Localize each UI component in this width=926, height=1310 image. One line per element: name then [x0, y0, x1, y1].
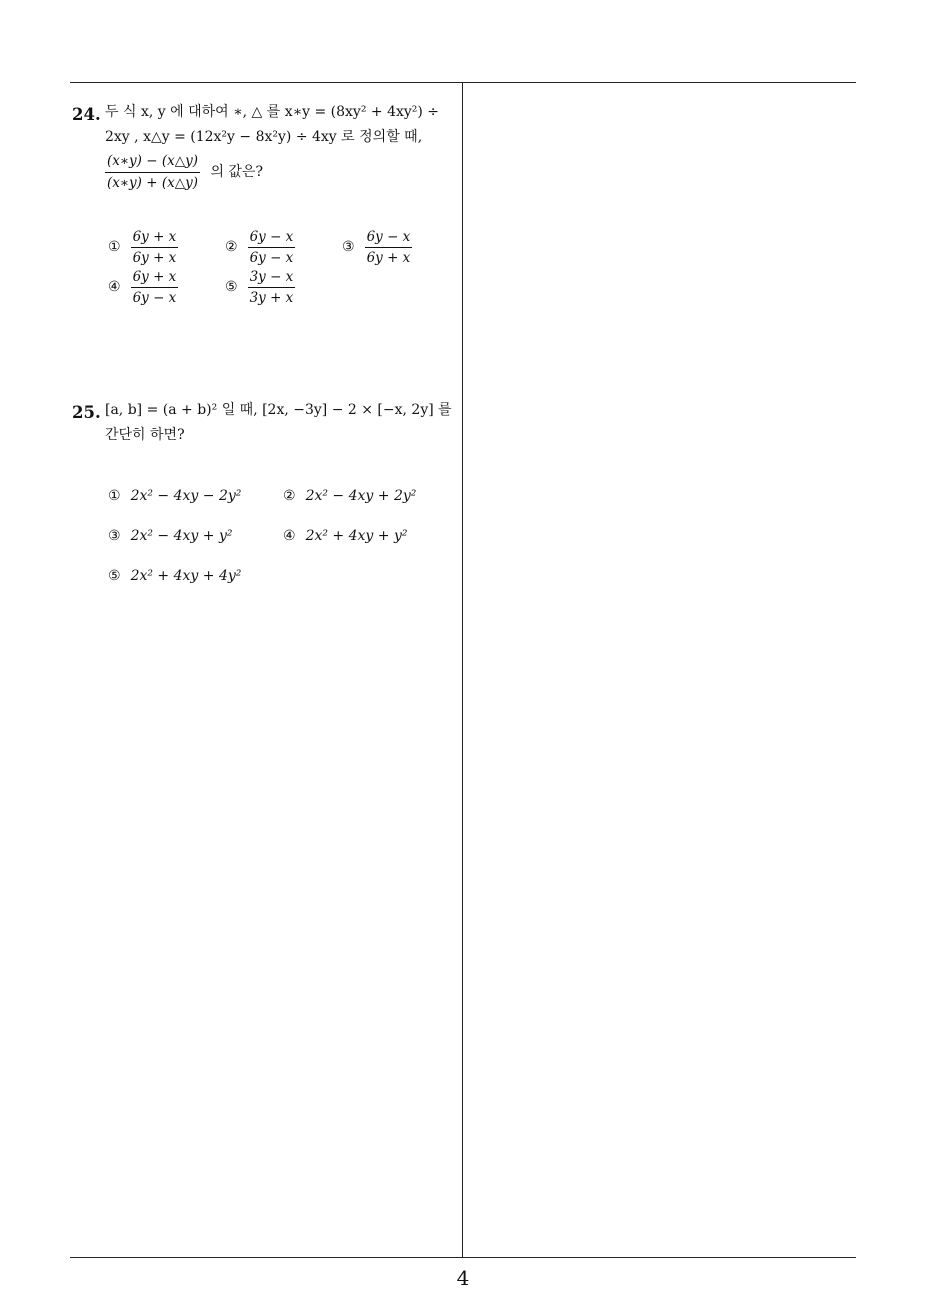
problem-25 — [72, 398, 456, 614]
choice-fraction — [365, 228, 413, 267]
choice-expression: 2x² + 4xy + 4y² — [130, 568, 242, 585]
stem-line: 간단히 하면? — [105, 427, 185, 444]
choice-expression: 2x² + 4xy + y² — [305, 528, 408, 545]
fraction-numerator: 6y + x — [131, 228, 179, 248]
choice-4[interactable] — [108, 268, 178, 307]
choice-mark: ⑤ — [225, 278, 238, 295]
page-number: 4 — [456, 1266, 470, 1290]
choice-5[interactable] — [108, 564, 241, 589]
question-fraction — [105, 152, 200, 191]
choice-mark: ④ — [108, 278, 121, 295]
answer-choices — [105, 228, 456, 308]
choice-fraction — [248, 268, 296, 307]
problem-number: 25. — [72, 403, 101, 422]
fraction-denominator: (x∗y) + (x△y) — [107, 174, 198, 191]
choice-mark: ② — [283, 488, 296, 505]
answer-choices — [105, 484, 456, 614]
problem-stem — [105, 100, 456, 308]
choice-expression: 2x² − 4xy + y² — [130, 528, 233, 545]
choice-fraction — [131, 228, 179, 267]
stem-line: 2xy , x△y = (12x²y − 8x²y) ÷ 4xy 로 정의할 때, — [105, 129, 423, 146]
question-suffix: 의 값은? — [210, 164, 263, 181]
column-divider — [462, 82, 463, 1258]
fraction-denominator: 6y − x — [132, 290, 177, 307]
footer-rule — [70, 1257, 856, 1258]
choice-mark: ③ — [108, 528, 121, 545]
choice-2[interactable] — [225, 228, 295, 267]
choice-mark: ① — [108, 488, 121, 505]
problem-24 — [72, 100, 456, 308]
problem-number: 24. — [72, 105, 101, 124]
stem-line: 두 식 x, y 에 대하여 ∗, △ 를 x∗y = (8xy² + 4xy²) ÷ — [105, 104, 440, 120]
fraction-numerator: 6y + x — [131, 268, 179, 288]
choice-mark: ② — [225, 238, 238, 255]
choice-2[interactable] — [283, 484, 416, 509]
problem-stem — [105, 398, 456, 614]
choice-fraction — [248, 228, 296, 267]
fraction-denominator: 6y + x — [132, 250, 177, 267]
fraction-denominator: 6y − x — [249, 250, 294, 267]
choice-1[interactable] — [108, 228, 178, 267]
choice-4[interactable] — [283, 524, 407, 549]
choice-expression: 2x² − 4xy + 2y² — [305, 488, 417, 505]
choice-expression: 2x² − 4xy − 2y² — [130, 488, 242, 505]
choice-fraction — [131, 268, 179, 307]
fraction-numerator: 3y − x — [248, 268, 296, 288]
choice-mark: ⑤ — [108, 568, 121, 585]
fraction-denominator: 6y + x — [366, 250, 411, 267]
fraction-denominator: 3y + x — [249, 290, 294, 307]
question-line — [105, 152, 456, 191]
fraction-numerator: (x∗y) − (x△y) — [105, 152, 200, 172]
fraction-numerator: 6y − x — [248, 228, 296, 248]
choice-1[interactable] — [108, 484, 241, 509]
choice-3[interactable] — [108, 524, 232, 549]
choice-mark: ④ — [283, 528, 296, 545]
stem-line: [a, b] = (a + b)² 일 때, [2x, −3y] − 2 × [−x, 2y] 를 — [105, 402, 452, 418]
header-rule — [70, 82, 856, 83]
choice-mark: ① — [108, 238, 121, 255]
choice-5[interactable] — [225, 268, 295, 307]
choice-3[interactable] — [342, 228, 412, 267]
choice-mark: ③ — [342, 238, 355, 255]
fraction-numerator: 6y − x — [365, 228, 413, 248]
